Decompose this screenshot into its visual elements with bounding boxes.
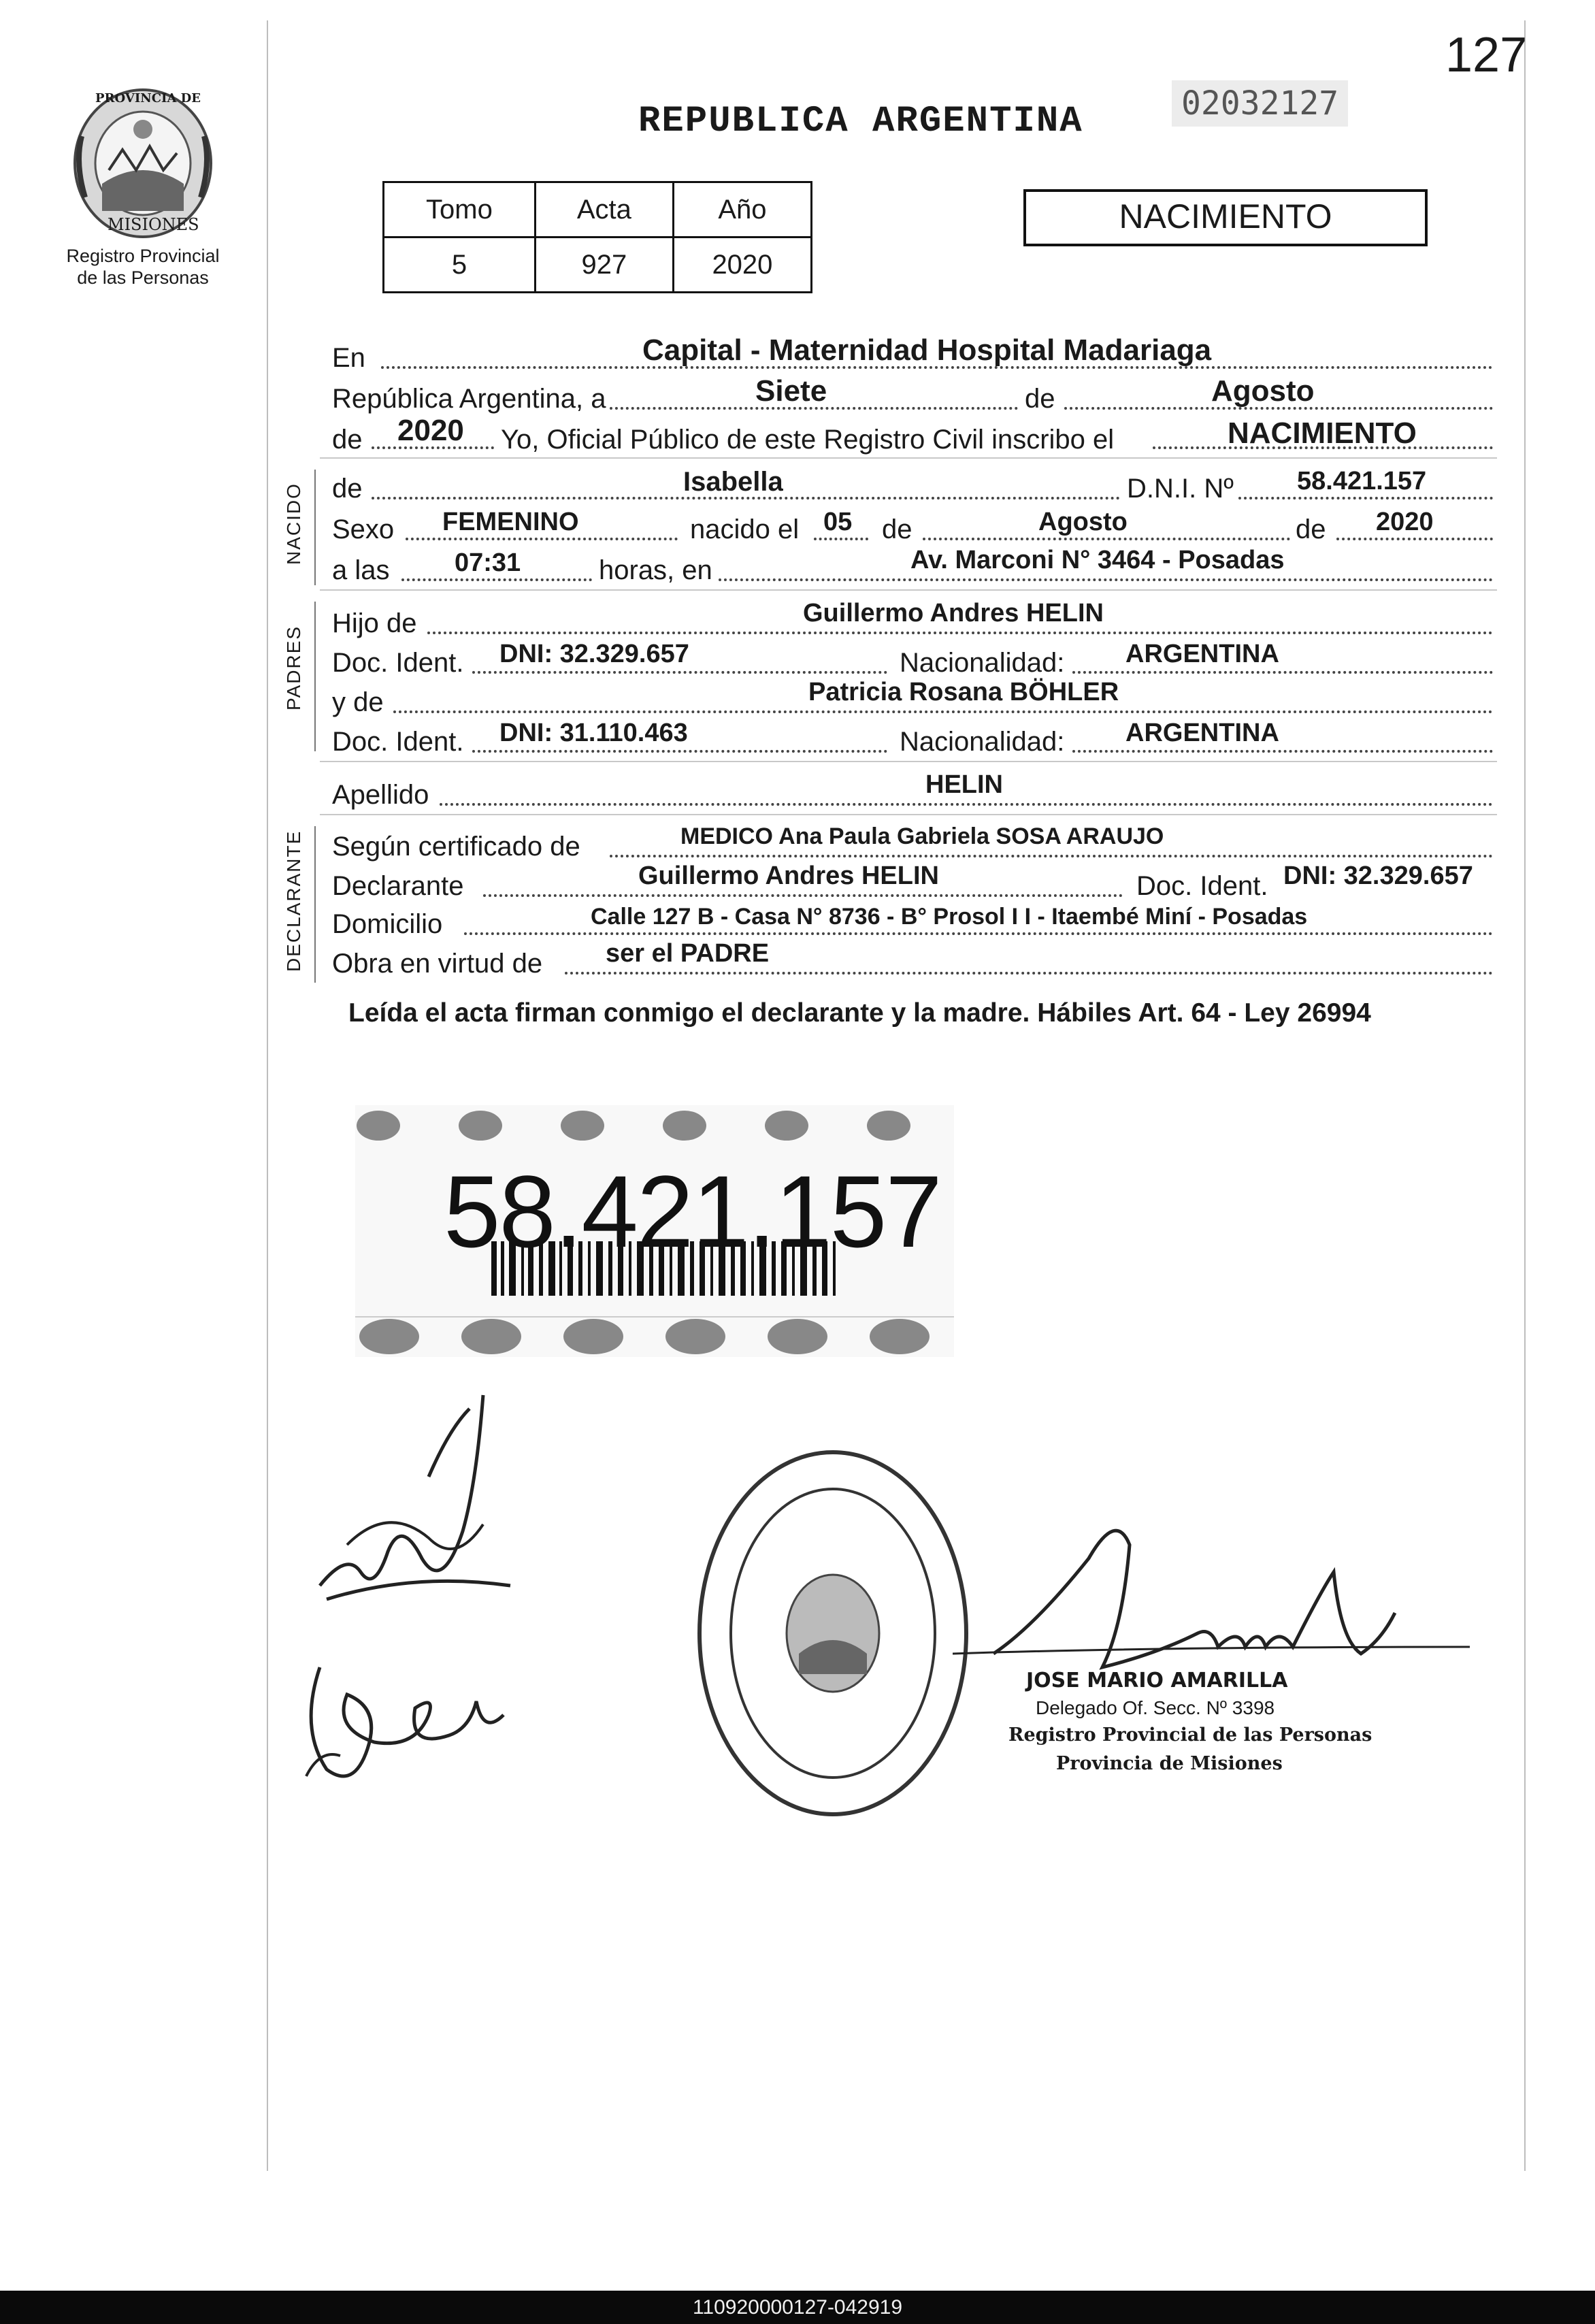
a-las-label: a las <box>332 555 390 585</box>
domicilio-label: Domicilio <box>332 909 443 939</box>
birth-facility: Capital - Maternidad Hospital Madariaga <box>642 333 1212 367</box>
medical-certificate: MEDICO Ana Paula Gabriela SOSA ARAUJO <box>680 823 1164 849</box>
section-declarante: DECLARANTE <box>283 830 304 972</box>
official-title: Delegado Of. Secc. Nº 3398 <box>1036 1697 1275 1718</box>
dni-sticker <box>355 1105 954 1357</box>
province-logo <box>68 82 218 245</box>
section-nacido: NACIDO <box>283 482 304 565</box>
declarant-relation: ser el PADRE <box>606 939 770 968</box>
page-number: 127 <box>1445 28 1528 82</box>
de-label: de <box>1025 384 1055 414</box>
mother-doc: DNI: 31.110.463 <box>499 719 688 747</box>
y-de-label: y de <box>332 687 384 717</box>
mother-nationality: ARGENTINA <box>1125 719 1279 747</box>
declarant-address: Calle 127 B - Casa N° 8736 - B° Prosol I I - Itaembé Miní - Posadas <box>591 904 1308 930</box>
birth-month: Agosto <box>1038 508 1128 536</box>
declarant-doc-label: Doc. Ident. <box>1136 871 1268 901</box>
official-registry: Registro Provincial de las Personas <box>1008 1724 1372 1746</box>
father-nat-label: Nacionalidad: <box>900 648 1065 678</box>
event-type: NACIMIENTO <box>1228 416 1417 450</box>
table-header: Tomo <box>384 182 536 238</box>
horas-en-label: horas, en <box>599 555 712 585</box>
republic-label: República Argentina, a <box>332 384 606 414</box>
birth-time: 07:31 <box>455 549 521 577</box>
record-table <box>382 181 812 293</box>
cert-label: Según certificado de <box>332 832 580 862</box>
apellido-label: Apellido <box>332 780 429 810</box>
father-name: Guillermo Andres HELIN <box>803 599 1104 627</box>
child-dni: 58.421.157 <box>1297 467 1427 495</box>
birth-address: Av. Marconi N° 3464 - Posadas <box>910 546 1285 574</box>
table-header: Año <box>673 182 811 238</box>
statement: Yo, Oficial Público de este Registro Civil inscribo el <box>501 425 1115 455</box>
section-padres: PADRES <box>283 625 304 710</box>
father-doc-label: Doc. Ident. <box>332 648 464 678</box>
registration-day: Siete <box>755 374 827 408</box>
seal-inner-text <box>731 1742 935 1743</box>
declarante-label: Declarante <box>332 871 464 901</box>
mother-name: Patricia Rosana BÖHLER <box>808 678 1119 706</box>
birth-year: 2020 <box>1376 508 1434 536</box>
surname: HELIN <box>925 770 1003 799</box>
official-name: JOSE MARIO AMARILLA <box>1026 1669 1288 1692</box>
dni-label: D.N.I. Nº <box>1127 474 1234 504</box>
control-number: 02032127 <box>1172 80 1348 127</box>
logo-text-bottom: MISIONES <box>108 215 199 234</box>
registration-year: 2020 <box>397 414 464 447</box>
mother-nat-label: Nacionalidad: <box>900 727 1065 757</box>
en-label: En <box>332 343 365 373</box>
obra-label: Obra en virtud de <box>332 949 543 979</box>
de2-label: de <box>1296 514 1326 544</box>
official-seal <box>690 1450 976 1831</box>
nacido-el-label: nacido el <box>690 514 800 544</box>
declarant-name: Guillermo Andres HELIN <box>638 862 939 890</box>
table-cell: 927 <box>535 238 673 293</box>
mother-doc-label: Doc. Ident. <box>332 727 464 757</box>
father-doc: DNI: 32.329.657 <box>499 640 689 668</box>
year-label: de <box>332 425 363 455</box>
de1-label: de <box>882 514 912 544</box>
nacido-de-label: de <box>332 474 363 504</box>
logo-text-top: PROVINCIA DE <box>95 91 201 105</box>
footer-code: 110920000127-042919 <box>0 2291 1595 2324</box>
table-cell: 5 <box>384 238 536 293</box>
declarant-doc: DNI: 32.329.657 <box>1283 862 1473 890</box>
father-nationality: ARGENTINA <box>1125 640 1279 668</box>
hijo-de-label: Hijo de <box>332 608 417 638</box>
declarant-signature <box>306 1368 524 1626</box>
table-header: Acta <box>535 182 673 238</box>
child-name: Isabella <box>683 467 783 497</box>
sticker-number: 58.421.157 <box>444 1154 941 1269</box>
record-type-box: NACIMIENTO <box>1023 189 1428 246</box>
official-province: Provincia de Misiones <box>1056 1753 1283 1774</box>
seal-outer-text <box>704 1803 962 1804</box>
document-title: REPUBLICA ARGENTINA <box>638 101 1083 142</box>
child-sex: FEMENINO <box>442 508 579 536</box>
closing-statement: Leída el acta firman conmigo el declarante y la madre. Hábiles Art. 64 - Ley 26994 <box>348 998 1371 1028</box>
birth-day: 05 <box>823 508 853 536</box>
mother-signature <box>293 1626 510 1803</box>
sexo-label: Sexo <box>332 514 395 544</box>
registry-name: Registro Provincial de las Personas <box>66 246 220 288</box>
registration-month: Agosto <box>1211 374 1315 408</box>
table-cell: 2020 <box>673 238 811 293</box>
